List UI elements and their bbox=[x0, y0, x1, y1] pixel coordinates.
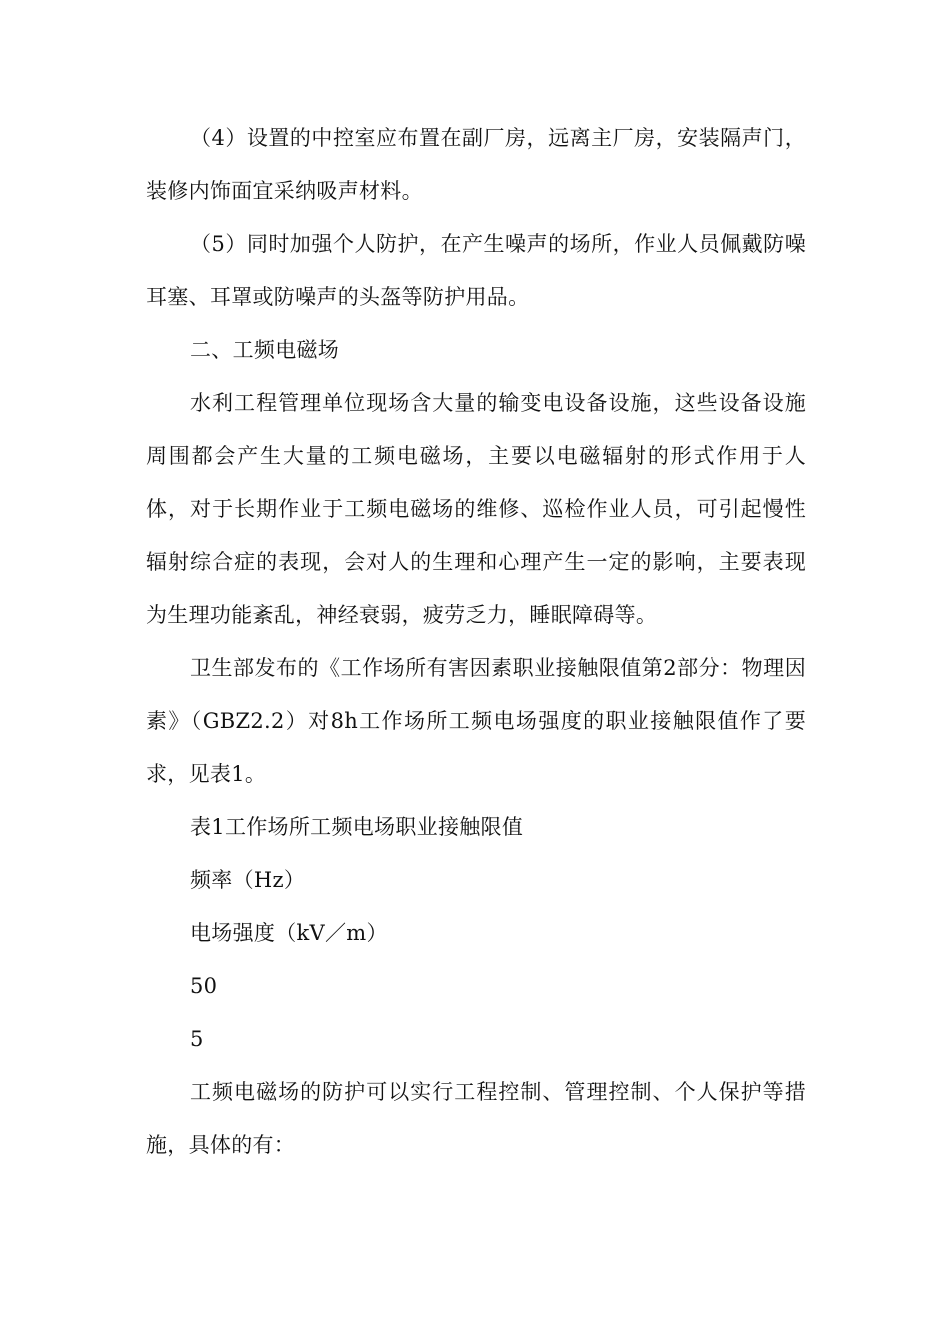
paragraph-closing: 工频电磁场的防护可以实行工程控制、管理控制、个人保护等措施，具体的有： bbox=[146, 1080, 806, 1157]
paragraph-body-2: 卫生部发布的《工作场所有害因素职业接触限值第2部分：物理因素》（GBZ2.2）对8h工作场所工频电场强度的职业接触限值作了要求，见表1。 bbox=[146, 656, 806, 786]
section-heading: 二、工频电磁场 bbox=[190, 338, 340, 362]
paragraph-item-5: （5）同时加强个人防护，在产生噪声的场所，作业人员佩戴防噪耳塞、耳罩或防噪声的头盔等防护用品。 bbox=[146, 232, 806, 309]
table-caption: 表1工作场所工频电场职业接触限值 bbox=[190, 815, 524, 839]
document-page bbox=[146, 112, 806, 1172]
paragraph-body-1: 水利工程管理单位现场含大量的输变电设备设施，这些设备设施周围都会产生大量的工频电磁场，主要以电磁辐射的形式作用于人体，对于长期作业于工频电磁场的维修、巡检作业人员，可引起慢性辐射综合症的表现，会对人的生理和心理产生一定的影响，主要表现为生理功能紊乱，神经衰弱，疲劳乏力，睡眠障碍等。 bbox=[146, 391, 806, 627]
table-header-frequency: 频率（Hz） bbox=[190, 868, 306, 892]
table-value-frequency: 50 bbox=[190, 974, 218, 998]
table-header-field-strength: 电场强度（kV／m） bbox=[190, 921, 388, 945]
table-value-field-strength: 5 bbox=[190, 1027, 204, 1051]
paragraph-item-4: （4）设置的中控室应布置在副厂房，远离主厂房，安装隔声门，装修内饰面宜采纳吸声材料。 bbox=[146, 126, 806, 203]
